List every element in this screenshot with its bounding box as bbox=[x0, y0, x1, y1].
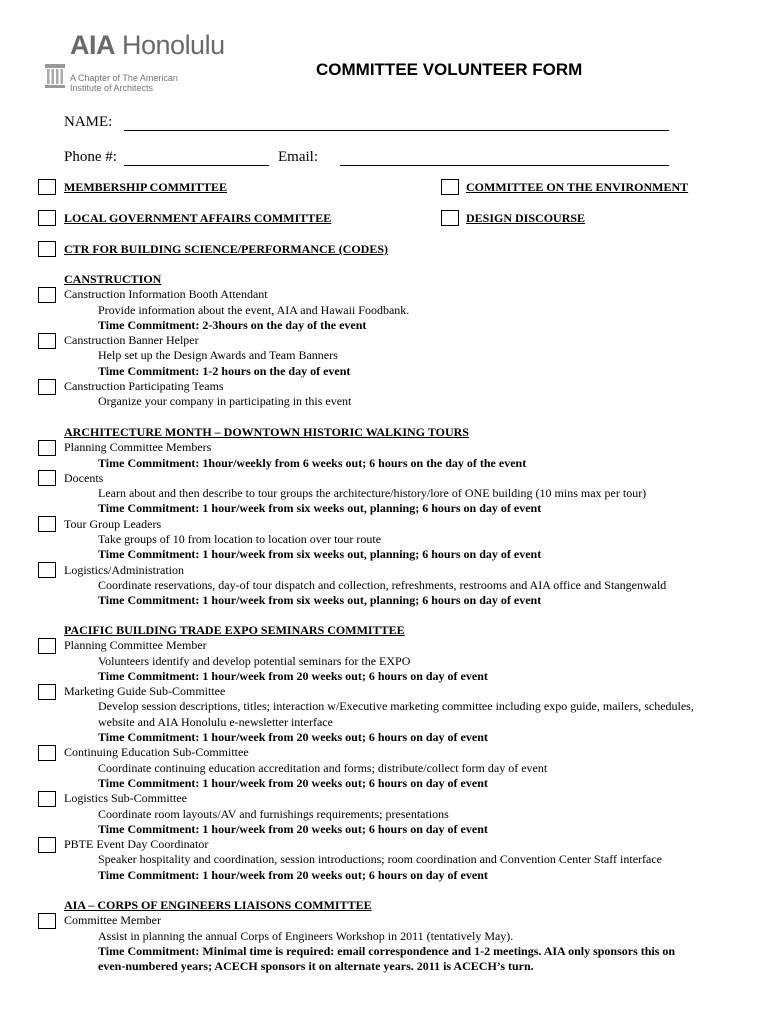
corps-role-member-time-2: even-numbered years; ACECH sponsors it on alternate years. 2011 is ACECH’s turn. bbox=[98, 959, 534, 974]
arch-role-logistics: Logistics/Administration bbox=[64, 562, 184, 577]
checkbox-arch-logistics[interactable] bbox=[38, 562, 56, 578]
arch-role-logistics-desc: Coordinate reservations, day-of tour dispatch and collection, refreshments, restrooms and AIA office and Stangenwald bbox=[98, 577, 667, 592]
design-discourse-label: DESIGN DISCOURSE bbox=[466, 211, 586, 225]
canstruction-role-booth: Canstruction Information Booth Attendant bbox=[64, 287, 268, 302]
canstruction-role-banner-desc: Help set up the Design Awards and Team Banners bbox=[98, 348, 338, 363]
pbte-role-logistics-time: Time Commitment: 1 hour/week from 20 weeks out; 6 hours on day of event bbox=[98, 821, 488, 836]
arch-role-tour-leaders: Tour Group Leaders bbox=[64, 516, 162, 531]
arch-role-planning: Planning Committee Members bbox=[64, 440, 212, 455]
checkbox-corps-member[interactable] bbox=[38, 913, 56, 929]
pbte-role-continuing-ed-desc: Coordinate continuing education accreditation and forms; distribute/collect form day of event bbox=[98, 760, 548, 775]
pbte-heading: PACIFIC BUILDING TRADE EXPO SEMINARS COMMITTEE bbox=[64, 623, 405, 637]
name-label: NAME: bbox=[64, 114, 113, 130]
email-label: Email: bbox=[278, 149, 318, 165]
pbte-role-marketing-desc-2: website and AIA Honolulu e-newsletter interface bbox=[98, 714, 333, 729]
form-title: COMMITTEE VOLUNTEER FORM bbox=[316, 60, 583, 79]
corps-role-member: Committee Member bbox=[64, 913, 161, 928]
canstruction-role-booth-time: Time Commitment: 2-3hours on the day of the event bbox=[98, 317, 367, 332]
pbte-role-event-day-time: Time Commitment: 1 hour/week from 20 weeks out; 6 hours on day of event bbox=[98, 867, 488, 882]
canstruction-role-booth-desc: Provide information about the event, AIA and Hawaii Foodbank. bbox=[98, 302, 410, 317]
pbte-role-planning-desc: Volunteers identify and develop potential seminars for the EXPO bbox=[98, 653, 411, 668]
checkbox-pbte-marketing[interactable] bbox=[38, 684, 56, 700]
email-field[interactable] bbox=[340, 165, 669, 166]
environment-committee-label: COMMITTEE ON THE ENVIRONMENT bbox=[466, 180, 689, 194]
checkbox-arch-tour-leaders[interactable] bbox=[38, 516, 56, 532]
checkbox-arch-docents[interactable] bbox=[38, 470, 56, 486]
aia-logo bbox=[44, 30, 244, 94]
corps-role-member-time-1: Time Commitment: Minimal time is required: email correspondence and 1-2 meetings. AIA only sponsors this on bbox=[98, 943, 676, 958]
canstruction-heading: CANSTRUCTION bbox=[64, 272, 162, 286]
canstruction-role-teams: Canstruction Participating Teams bbox=[64, 379, 224, 394]
canstruction-role-teams-desc: Organize your company in participating in this event bbox=[98, 394, 352, 409]
checkbox-design-discourse[interactable] bbox=[441, 210, 459, 226]
arch-role-docents: Docents bbox=[64, 470, 104, 485]
name-field[interactable] bbox=[124, 130, 669, 131]
checkbox-membership[interactable] bbox=[38, 179, 56, 195]
logo-title-bold: AIA bbox=[70, 30, 115, 60]
pbte-role-planning: Planning Committee Member bbox=[64, 638, 207, 653]
checkbox-canstruction-banner[interactable] bbox=[38, 333, 56, 349]
local-gov-committee-label: LOCAL GOVERNMENT AFFAIRS COMMITTEE bbox=[64, 211, 332, 225]
phone-field[interactable] bbox=[124, 165, 269, 166]
arch-month-heading: ARCHITECTURE MONTH – DOWNTOWN HISTORIC WALKING TOURS bbox=[64, 425, 469, 439]
logo-title-rest: Honolulu bbox=[122, 30, 225, 60]
arch-role-tour-leaders-time: Time Commitment: 1 hour/week from six weeks out, planning; 6 hours on day of event bbox=[98, 547, 542, 562]
pbte-role-event-day-desc: Speaker hospitality and coordination, session introductions; room coordination and Convention Center Staff interface bbox=[98, 852, 662, 867]
arch-role-planning-time: Time Commitment: 1hour/weekly from 6 weeks out; 6 hours on the day of the event bbox=[98, 455, 527, 470]
corps-heading: AIA – CORPS OF ENGINEERS LIAISONS COMMITTEE bbox=[64, 898, 372, 912]
pbte-role-marketing: Marketing Guide Sub-Committee bbox=[64, 684, 226, 699]
corps-role-member-desc: Assist in planning the annual Corps of Engineers Workshop in 2011 (tentatively May). bbox=[98, 928, 514, 943]
logo-title bbox=[70, 30, 225, 61]
checkbox-arch-planning[interactable] bbox=[38, 440, 56, 456]
membership-committee-label: MEMBERSHIP COMMITTEE bbox=[64, 180, 228, 194]
arch-month-section bbox=[64, 425, 744, 609]
logo-subtitle-line1: A Chapter of The American bbox=[70, 73, 178, 83]
aia-column-icon bbox=[44, 63, 66, 89]
pbte-role-event-day: PBTE Event Day Coordinator bbox=[64, 837, 209, 852]
pbte-section bbox=[64, 623, 744, 883]
checkbox-canstruction-teams[interactable] bbox=[38, 379, 56, 395]
pbte-role-marketing-desc-1: Develop session descriptions, titles; interaction w/Executive marketing committee including expo guide, mailers, schedules, bbox=[98, 699, 694, 714]
checkbox-pbte-logistics[interactable] bbox=[38, 791, 56, 807]
pbte-role-planning-time: Time Commitment: 1 hour/week from 20 weeks out; 6 hours on day of event bbox=[98, 668, 488, 683]
checkbox-environment[interactable] bbox=[441, 179, 459, 195]
pbte-role-continuing-ed-time: Time Commitment: 1 hour/week from 20 weeks out; 6 hours on day of event bbox=[98, 775, 488, 790]
pbte-role-continuing-ed: Continuing Education Sub-Committee bbox=[64, 745, 249, 760]
arch-role-docents-time: Time Commitment: 1 hour/week from six weeks out, planning; 6 hours on day of event bbox=[98, 501, 542, 516]
logo-subtitle bbox=[70, 73, 178, 93]
corps-section bbox=[64, 898, 744, 974]
pbte-role-marketing-time: Time Commitment: 1 hour/week from 20 weeks out; 6 hours on day of event bbox=[98, 730, 488, 745]
canstruction-role-banner: Canstruction Banner Helper bbox=[64, 333, 199, 348]
checkbox-canstruction-booth[interactable] bbox=[38, 287, 56, 303]
ctr-committee-label: CTR FOR BUILDING SCIENCE/PERFORMANCE (CODES) bbox=[64, 242, 389, 256]
canstruction-role-banner-time: Time Commitment: 1-2 hours on the day of event bbox=[98, 363, 351, 378]
arch-role-logistics-time: Time Commitment: 1 hour/week from six weeks out, planning; 6 hours on day of event bbox=[98, 593, 542, 608]
arch-role-docents-desc: Learn about and then describe to tour groups the architecture/history/lore of ONE building (10 mins max per tour) bbox=[98, 486, 647, 501]
checkbox-pbte-continuing-ed[interactable] bbox=[38, 745, 56, 761]
canstruction-section bbox=[64, 272, 744, 410]
checkbox-pbte-planning[interactable] bbox=[38, 638, 56, 654]
checkbox-ctr[interactable] bbox=[38, 241, 56, 257]
logo-subtitle-line2: Institute of Architects bbox=[70, 83, 154, 93]
arch-role-tour-leaders-desc: Take groups of 10 from location to location over tour route bbox=[98, 532, 382, 547]
checkbox-local-gov[interactable] bbox=[38, 210, 56, 226]
pbte-role-logistics: Logistics Sub-Committee bbox=[64, 791, 187, 806]
phone-label: Phone #: bbox=[64, 149, 117, 165]
pbte-role-logistics-desc: Coordinate room layouts/AV and furnishings requirements; presentations bbox=[98, 806, 449, 821]
checkbox-pbte-event-day[interactable] bbox=[38, 837, 56, 853]
